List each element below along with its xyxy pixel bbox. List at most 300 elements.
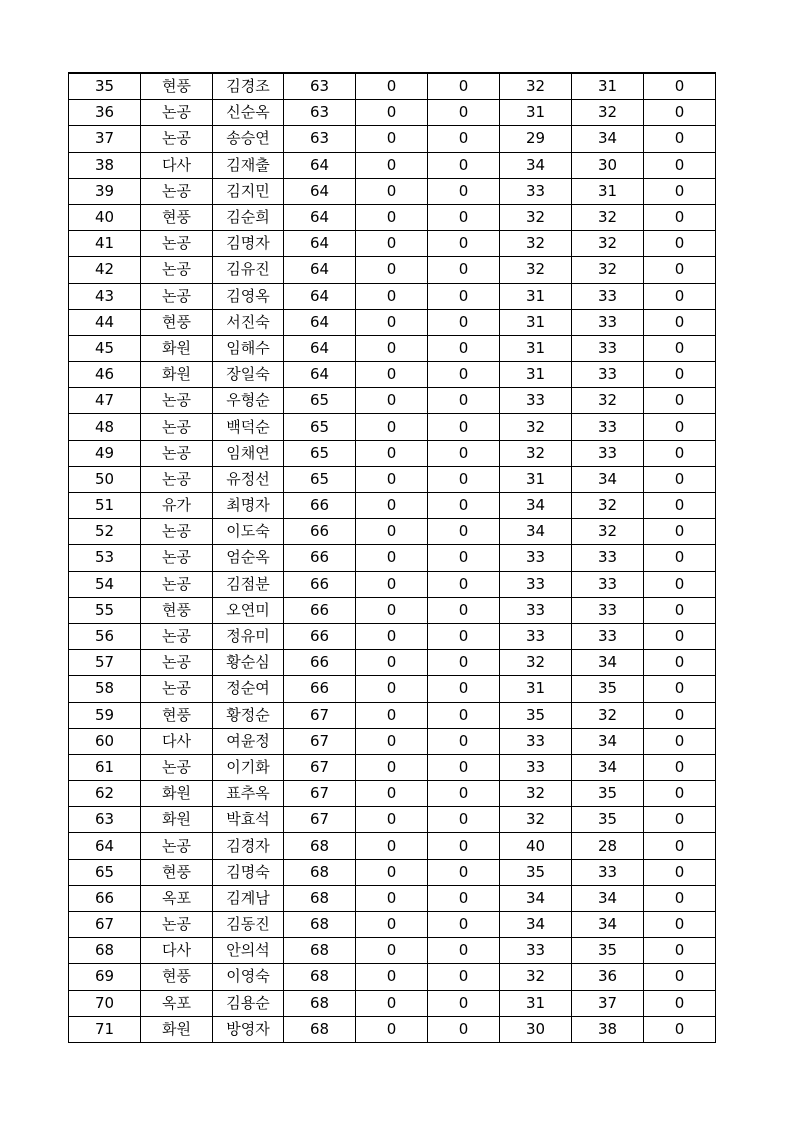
cell-region: 논공 <box>141 519 213 545</box>
cell-rank: 46 <box>69 362 141 388</box>
cell-rank: 50 <box>69 466 141 492</box>
cell-col-9: 0 <box>644 257 716 283</box>
cell-front-score: 31 <box>500 335 572 361</box>
cell-rank: 70 <box>69 990 141 1016</box>
cell-front-score: 33 <box>500 388 572 414</box>
cell-total: 67 <box>284 807 356 833</box>
cell-col-6: 0 <box>428 388 500 414</box>
cell-total: 66 <box>284 571 356 597</box>
cell-col-6: 0 <box>428 728 500 754</box>
cell-total: 68 <box>284 964 356 990</box>
cell-col-6: 0 <box>428 885 500 911</box>
cell-col-9: 0 <box>644 781 716 807</box>
cell-rank: 56 <box>69 623 141 649</box>
cell-col-5: 0 <box>356 728 428 754</box>
cell-name: 서진숙 <box>213 309 284 335</box>
cell-col-5: 0 <box>356 335 428 361</box>
cell-col-6: 0 <box>428 912 500 938</box>
cell-col-9: 0 <box>644 362 716 388</box>
cell-col-9: 0 <box>644 466 716 492</box>
cell-total: 64 <box>284 283 356 309</box>
cell-col-5: 0 <box>356 571 428 597</box>
cell-col-6: 0 <box>428 519 500 545</box>
cell-name: 장일숙 <box>213 362 284 388</box>
cell-col-6: 0 <box>428 702 500 728</box>
cell-back-score: 32 <box>572 204 644 230</box>
cell-rank: 71 <box>69 1016 141 1042</box>
cell-back-score: 34 <box>572 754 644 780</box>
cell-col-6: 0 <box>428 676 500 702</box>
cell-region: 현풍 <box>141 309 213 335</box>
cell-region: 화원 <box>141 1016 213 1042</box>
cell-back-score: 33 <box>572 335 644 361</box>
cell-col-5: 0 <box>356 231 428 257</box>
cell-region: 현풍 <box>141 73 213 100</box>
cell-back-score: 31 <box>572 73 644 100</box>
cell-back-score: 33 <box>572 283 644 309</box>
cell-col-6: 0 <box>428 754 500 780</box>
cell-col-9: 0 <box>644 676 716 702</box>
cell-col-6: 0 <box>428 335 500 361</box>
cell-region: 논공 <box>141 283 213 309</box>
cell-col-6: 0 <box>428 152 500 178</box>
cell-col-9: 0 <box>644 283 716 309</box>
cell-name: 최명자 <box>213 493 284 519</box>
cell-col-9: 0 <box>644 990 716 1016</box>
table-row <box>69 702 716 728</box>
cell-front-score: 31 <box>500 362 572 388</box>
cell-back-score: 35 <box>572 781 644 807</box>
cell-total: 67 <box>284 754 356 780</box>
cell-col-5: 0 <box>356 362 428 388</box>
cell-col-5: 0 <box>356 676 428 702</box>
cell-name: 이기화 <box>213 754 284 780</box>
cell-back-score: 32 <box>572 100 644 126</box>
cell-back-score: 33 <box>572 440 644 466</box>
cell-col-5: 0 <box>356 100 428 126</box>
cell-col-6: 0 <box>428 257 500 283</box>
cell-rank: 67 <box>69 912 141 938</box>
cell-region: 논공 <box>141 100 213 126</box>
cell-name: 김경조 <box>213 73 284 100</box>
cell-back-score: 32 <box>572 388 644 414</box>
cell-col-6: 0 <box>428 650 500 676</box>
cell-total: 63 <box>284 100 356 126</box>
cell-rank: 61 <box>69 754 141 780</box>
cell-rank: 36 <box>69 100 141 126</box>
cell-total: 64 <box>284 152 356 178</box>
table-row <box>69 781 716 807</box>
cell-back-score: 38 <box>572 1016 644 1042</box>
cell-rank: 59 <box>69 702 141 728</box>
cell-region: 논공 <box>141 623 213 649</box>
cell-col-9: 0 <box>644 571 716 597</box>
cell-back-score: 33 <box>572 597 644 623</box>
cell-total: 68 <box>284 912 356 938</box>
cell-back-score: 33 <box>572 309 644 335</box>
cell-col-5: 0 <box>356 257 428 283</box>
cell-front-score: 33 <box>500 728 572 754</box>
cell-front-score: 31 <box>500 309 572 335</box>
cell-col-5: 0 <box>356 126 428 152</box>
table-row <box>69 466 716 492</box>
cell-col-5: 0 <box>356 388 428 414</box>
cell-region: 논공 <box>141 833 213 859</box>
cell-back-score: 31 <box>572 178 644 204</box>
cell-rank: 69 <box>69 964 141 990</box>
cell-front-score: 33 <box>500 623 572 649</box>
cell-col-6: 0 <box>428 807 500 833</box>
cell-front-score: 33 <box>500 754 572 780</box>
cell-back-score: 33 <box>572 623 644 649</box>
cell-col-9: 0 <box>644 623 716 649</box>
table-row <box>69 493 716 519</box>
cell-col-5: 0 <box>356 597 428 623</box>
cell-front-score: 34 <box>500 912 572 938</box>
cell-col-5: 0 <box>356 178 428 204</box>
cell-col-5: 0 <box>356 283 428 309</box>
cell-front-score: 31 <box>500 990 572 1016</box>
cell-region: 논공 <box>141 754 213 780</box>
cell-region: 다사 <box>141 728 213 754</box>
cell-region: 논공 <box>141 440 213 466</box>
cell-region: 논공 <box>141 231 213 257</box>
cell-col-9: 0 <box>644 231 716 257</box>
cell-total: 65 <box>284 414 356 440</box>
cell-region: 화원 <box>141 362 213 388</box>
cell-front-score: 33 <box>500 178 572 204</box>
cell-front-score: 32 <box>500 440 572 466</box>
cell-rank: 64 <box>69 833 141 859</box>
cell-name: 이영숙 <box>213 964 284 990</box>
cell-rank: 57 <box>69 650 141 676</box>
cell-name: 김점분 <box>213 571 284 597</box>
cell-name: 김지민 <box>213 178 284 204</box>
table-row <box>69 257 716 283</box>
cell-name: 우형순 <box>213 388 284 414</box>
cell-total: 64 <box>284 335 356 361</box>
cell-front-score: 33 <box>500 545 572 571</box>
cell-col-9: 0 <box>644 597 716 623</box>
cell-back-score: 35 <box>572 676 644 702</box>
table-row <box>69 623 716 649</box>
cell-back-score: 32 <box>572 493 644 519</box>
cell-back-score: 32 <box>572 519 644 545</box>
table-row <box>69 73 716 100</box>
cell-rank: 65 <box>69 859 141 885</box>
cell-front-score: 34 <box>500 519 572 545</box>
cell-region: 현풍 <box>141 964 213 990</box>
cell-rank: 47 <box>69 388 141 414</box>
cell-front-score: 29 <box>500 126 572 152</box>
cell-total: 68 <box>284 1016 356 1042</box>
cell-region: 논공 <box>141 178 213 204</box>
cell-region: 현풍 <box>141 702 213 728</box>
cell-region: 논공 <box>141 388 213 414</box>
cell-front-score: 34 <box>500 152 572 178</box>
cell-col-9: 0 <box>644 519 716 545</box>
cell-front-score: 32 <box>500 257 572 283</box>
cell-col-9: 0 <box>644 702 716 728</box>
table-row <box>69 152 716 178</box>
cell-col-6: 0 <box>428 859 500 885</box>
cell-col-9: 0 <box>644 388 716 414</box>
cell-front-score: 33 <box>500 938 572 964</box>
cell-col-5: 0 <box>356 623 428 649</box>
cell-rank: 45 <box>69 335 141 361</box>
table-row <box>69 912 716 938</box>
cell-col-6: 0 <box>428 231 500 257</box>
cell-region: 유가 <box>141 493 213 519</box>
cell-rank: 60 <box>69 728 141 754</box>
table-row <box>69 414 716 440</box>
cell-front-score: 32 <box>500 964 572 990</box>
cell-rank: 40 <box>69 204 141 230</box>
table-row <box>69 204 716 230</box>
cell-col-5: 0 <box>356 912 428 938</box>
cell-col-9: 0 <box>644 1016 716 1042</box>
cell-name: 방영자 <box>213 1016 284 1042</box>
table-row <box>69 964 716 990</box>
cell-col-5: 0 <box>356 1016 428 1042</box>
cell-total: 64 <box>284 309 356 335</box>
cell-front-score: 33 <box>500 571 572 597</box>
cell-col-9: 0 <box>644 938 716 964</box>
cell-region: 현풍 <box>141 859 213 885</box>
cell-name: 임채연 <box>213 440 284 466</box>
cell-col-5: 0 <box>356 964 428 990</box>
cell-col-6: 0 <box>428 964 500 990</box>
cell-name: 김계남 <box>213 885 284 911</box>
cell-region: 논공 <box>141 650 213 676</box>
cell-back-score: 34 <box>572 126 644 152</box>
table-row <box>69 545 716 571</box>
score-table <box>68 72 716 1043</box>
table-row <box>69 100 716 126</box>
cell-col-6: 0 <box>428 833 500 859</box>
cell-name: 김용순 <box>213 990 284 1016</box>
cell-back-score: 35 <box>572 938 644 964</box>
cell-region: 옥포 <box>141 885 213 911</box>
cell-total: 67 <box>284 781 356 807</box>
cell-back-score: 33 <box>572 859 644 885</box>
cell-col-6: 0 <box>428 938 500 964</box>
cell-col-9: 0 <box>644 414 716 440</box>
cell-region: 논공 <box>141 571 213 597</box>
cell-rank: 44 <box>69 309 141 335</box>
cell-col-6: 0 <box>428 571 500 597</box>
table-row <box>69 597 716 623</box>
cell-rank: 63 <box>69 807 141 833</box>
cell-col-9: 0 <box>644 964 716 990</box>
cell-back-score: 33 <box>572 545 644 571</box>
table-row <box>69 231 716 257</box>
table-row <box>69 754 716 780</box>
cell-front-score: 34 <box>500 885 572 911</box>
cell-col-6: 0 <box>428 623 500 649</box>
cell-name: 표추옥 <box>213 781 284 807</box>
cell-col-9: 0 <box>644 152 716 178</box>
cell-front-score: 31 <box>500 283 572 309</box>
cell-total: 63 <box>284 73 356 100</box>
cell-rank: 58 <box>69 676 141 702</box>
cell-col-6: 0 <box>428 309 500 335</box>
cell-name: 오연미 <box>213 597 284 623</box>
cell-rank: 51 <box>69 493 141 519</box>
cell-col-9: 0 <box>644 885 716 911</box>
cell-name: 이도숙 <box>213 519 284 545</box>
cell-col-5: 0 <box>356 545 428 571</box>
table-row <box>69 335 716 361</box>
cell-front-score: 35 <box>500 702 572 728</box>
cell-name: 김순희 <box>213 204 284 230</box>
cell-name: 안의석 <box>213 938 284 964</box>
table-row <box>69 859 716 885</box>
cell-col-6: 0 <box>428 100 500 126</box>
cell-name: 김영옥 <box>213 283 284 309</box>
cell-col-5: 0 <box>356 152 428 178</box>
cell-col-6: 0 <box>428 466 500 492</box>
cell-front-score: 32 <box>500 73 572 100</box>
cell-region: 논공 <box>141 126 213 152</box>
cell-region: 현풍 <box>141 204 213 230</box>
table-row <box>69 571 716 597</box>
cell-col-6: 0 <box>428 73 500 100</box>
cell-col-6: 0 <box>428 1016 500 1042</box>
cell-back-score: 36 <box>572 964 644 990</box>
cell-total: 64 <box>284 231 356 257</box>
cell-front-score: 32 <box>500 414 572 440</box>
cell-col-5: 0 <box>356 309 428 335</box>
cell-back-score: 32 <box>572 257 644 283</box>
cell-col-5: 0 <box>356 73 428 100</box>
table-row <box>69 676 716 702</box>
cell-total: 68 <box>284 990 356 1016</box>
cell-col-6: 0 <box>428 283 500 309</box>
table-row <box>69 178 716 204</box>
cell-col-9: 0 <box>644 126 716 152</box>
cell-rank: 39 <box>69 178 141 204</box>
cell-region: 논공 <box>141 414 213 440</box>
cell-col-6: 0 <box>428 990 500 1016</box>
cell-col-9: 0 <box>644 440 716 466</box>
cell-col-5: 0 <box>356 938 428 964</box>
cell-col-5: 0 <box>356 493 428 519</box>
table-row <box>69 519 716 545</box>
score-table-body <box>69 73 716 1042</box>
cell-region: 화원 <box>141 807 213 833</box>
cell-rank: 48 <box>69 414 141 440</box>
cell-col-6: 0 <box>428 440 500 466</box>
cell-front-score: 31 <box>500 676 572 702</box>
cell-rank: 68 <box>69 938 141 964</box>
cell-rank: 43 <box>69 283 141 309</box>
cell-region: 옥포 <box>141 990 213 1016</box>
cell-total: 64 <box>284 204 356 230</box>
cell-col-9: 0 <box>644 754 716 780</box>
cell-rank: 38 <box>69 152 141 178</box>
cell-col-6: 0 <box>428 781 500 807</box>
cell-back-score: 34 <box>572 466 644 492</box>
table-row <box>69 807 716 833</box>
cell-region: 논공 <box>141 912 213 938</box>
cell-name: 김유진 <box>213 257 284 283</box>
table-row <box>69 990 716 1016</box>
cell-front-score: 32 <box>500 650 572 676</box>
cell-col-6: 0 <box>428 597 500 623</box>
cell-col-9: 0 <box>644 204 716 230</box>
cell-col-5: 0 <box>356 833 428 859</box>
cell-name: 유정선 <box>213 466 284 492</box>
cell-region: 다사 <box>141 938 213 964</box>
cell-total: 68 <box>284 885 356 911</box>
cell-rank: 53 <box>69 545 141 571</box>
cell-region: 논공 <box>141 676 213 702</box>
cell-col-6: 0 <box>428 545 500 571</box>
cell-col-5: 0 <box>356 859 428 885</box>
cell-name: 김명숙 <box>213 859 284 885</box>
cell-back-score: 33 <box>572 414 644 440</box>
cell-total: 68 <box>284 833 356 859</box>
cell-front-score: 32 <box>500 781 572 807</box>
cell-name: 김재출 <box>213 152 284 178</box>
cell-name: 정유미 <box>213 623 284 649</box>
table-row <box>69 728 716 754</box>
cell-total: 66 <box>284 545 356 571</box>
cell-col-6: 0 <box>428 204 500 230</box>
cell-col-6: 0 <box>428 362 500 388</box>
cell-col-5: 0 <box>356 466 428 492</box>
table-row <box>69 938 716 964</box>
cell-col-9: 0 <box>644 833 716 859</box>
cell-region: 논공 <box>141 545 213 571</box>
cell-back-score: 33 <box>572 571 644 597</box>
cell-col-9: 0 <box>644 178 716 204</box>
cell-front-score: 31 <box>500 466 572 492</box>
cell-col-6: 0 <box>428 414 500 440</box>
cell-name: 여윤정 <box>213 728 284 754</box>
cell-col-5: 0 <box>356 885 428 911</box>
cell-col-5: 0 <box>356 807 428 833</box>
cell-rank: 55 <box>69 597 141 623</box>
cell-col-9: 0 <box>644 100 716 126</box>
cell-rank: 41 <box>69 231 141 257</box>
cell-back-score: 37 <box>572 990 644 1016</box>
cell-col-5: 0 <box>356 702 428 728</box>
cell-name: 황정순 <box>213 702 284 728</box>
cell-back-score: 34 <box>572 885 644 911</box>
cell-col-9: 0 <box>644 73 716 100</box>
cell-total: 66 <box>284 676 356 702</box>
table-row <box>69 283 716 309</box>
cell-col-9: 0 <box>644 309 716 335</box>
cell-back-score: 32 <box>572 702 644 728</box>
cell-total: 66 <box>284 623 356 649</box>
cell-total: 68 <box>284 938 356 964</box>
cell-region: 논공 <box>141 257 213 283</box>
cell-rank: 42 <box>69 257 141 283</box>
cell-front-score: 40 <box>500 833 572 859</box>
cell-region: 화원 <box>141 335 213 361</box>
cell-back-score: 28 <box>572 833 644 859</box>
cell-col-5: 0 <box>356 781 428 807</box>
cell-back-score: 34 <box>572 650 644 676</box>
cell-total: 66 <box>284 493 356 519</box>
table-row <box>69 650 716 676</box>
cell-name: 황순심 <box>213 650 284 676</box>
cell-front-score: 34 <box>500 493 572 519</box>
cell-total: 63 <box>284 126 356 152</box>
